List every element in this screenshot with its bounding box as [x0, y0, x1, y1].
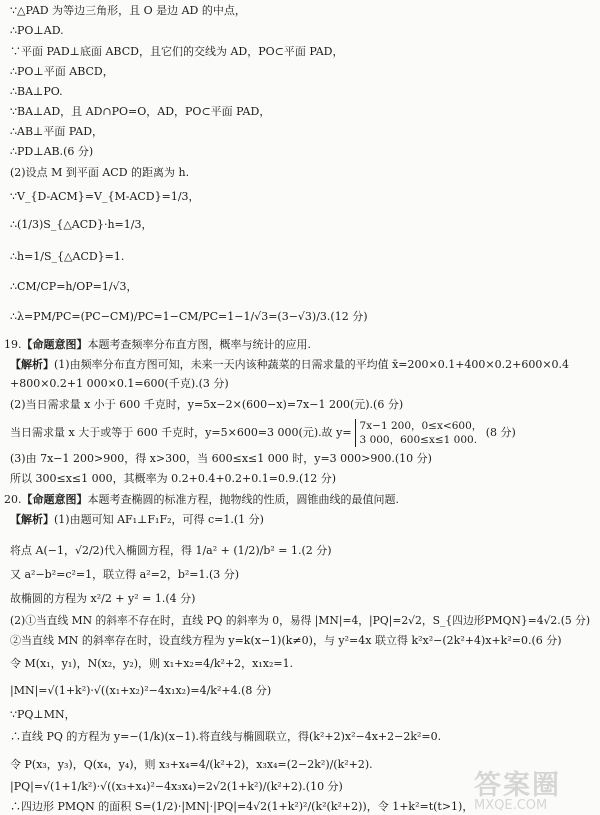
watermark-url: MXQE.COM	[474, 798, 548, 813]
q20-line-10: ∴直线 PQ 的方程为 y=−(1/k)(x−1).将直线与椭圆联立，得(k²+2)x²−4x+2−2k²=0.	[10, 730, 442, 743]
q19-line-1-text: (1)由频率分布直方图可知，未来一天内该种蔬菜的日需求量的平均值 x̄=200×0.1+400×0.2+600×0.4	[54, 358, 570, 371]
q18-line-11: ∴(1/3)S_{△ACD}·h=1/3，	[10, 218, 153, 231]
watermark-logo	[474, 763, 594, 813]
q19-piecewise	[355, 419, 483, 447]
q20-number: 20.	[4, 493, 22, 506]
q18-line-4: ∴PO⊥平面 ABCD，	[10, 65, 114, 78]
q19-line-4-score: (8 分)	[485, 426, 516, 439]
q18-line-9: (2)设点 M 到平面 ACD 的距离为 h.	[10, 166, 190, 179]
watermark-text: 答案圈	[474, 770, 561, 801]
q18-line-10: ∵V_{D-ACM}=V_{M-ACD}=1/3，	[10, 190, 200, 203]
q19-header	[4, 338, 311, 352]
q20-intent-text: 本题考查椭圆的标准方程，抛物线的性质，圆锥曲线的最值问题.	[87, 493, 399, 506]
q20-line-7: 令 M(x₁，y₁)，N(x₂，y₂)，则 x₁+x₂=4/k²+2，x₁x₂=1.	[10, 657, 294, 670]
q18-line-5: ∴BA⊥PO.	[10, 85, 63, 98]
q18-line-13: ∴CM/CP=h/OP=1/√3，	[10, 280, 138, 293]
q19-case-1: 7x−1 200，0≤x<600，	[359, 420, 483, 432]
q19-case-2: 3 000，600≤x≤1 000.	[359, 434, 478, 446]
q19-number: 19.	[4, 338, 22, 351]
q20-line-9: ∵PQ⊥MN，	[10, 708, 76, 721]
q18-line-14: ∴λ=PM/PC=(PC−CM)/PC=1−CM/PC=1−1/√3=(3−√3)/3.(12 分)	[10, 310, 368, 323]
q19-intent-tag: 【命题意图】	[21, 338, 88, 351]
q19-line-5: (3)由 7x−1 200>900，得 x>300，当 600≤x≤1 000 时，y=3 000>900.(10 分)	[10, 452, 432, 465]
q19-intent-text: 本题考查频率分布直方图，概率与统计的应用.	[87, 338, 311, 351]
q20-line-2: 将点 A(−1，√2/2)代入椭圆方程，得 1/a² + (1/2)/b² = 1.(2 分)	[10, 544, 332, 557]
q18-line-6: ∵BA⊥AD，且 AD∩PO=O，AD，PO⊂平面 PAD，	[10, 105, 271, 118]
q20-line-8: |MN|=√(1+k²)·√((x₁+x₂)²−4x₁x₂)=4/k²+4.(8 分)	[10, 684, 272, 697]
q20-line-13: ∴四边形 PMQN 的面积 S=(1/2)·|MN|·|PQ|=4√2(1+k²)²/(k²(k²+2))，令 1+k²=t(t>1)，	[10, 800, 474, 813]
q20-analysis-tag: 【解析】	[10, 513, 54, 526]
q19-line-4	[10, 418, 516, 448]
q19-line-6: 所以 300≤x≤1 000，其概率为 0.2+0.4+0.2+0.1=0.9.(12 分)	[10, 472, 337, 485]
q19-line-3: (2)当日需求量 x 小于 600 千克时，y=5x−2×(600−x)=7x−1 200(元).(6 分)	[10, 398, 404, 411]
q18-line-12: ∴h=1/S_{△ACD}=1.	[10, 250, 125, 263]
q20-header	[4, 493, 399, 507]
q20-line-11: 令 P(x₃，y₃)，Q(x₄，y₄)，则 x₃+x₄=4/(k²+2)，x₃x₄=(2−2k²)/(k²+2).	[10, 758, 373, 771]
q18-line-3: ∵平面 PAD⊥底面 ABCD，且它们的交线为 AD，PO⊂平面 PAD，	[10, 45, 344, 58]
q19-analysis-tag: 【解析】	[10, 358, 54, 371]
q18-line-7: ∴AB⊥平面 PAD，	[10, 125, 104, 138]
q19-line-1	[10, 358, 569, 372]
q20-line-1	[10, 513, 264, 527]
q18-line-8: ∴PD⊥AB.(6 分)	[10, 145, 94, 158]
q18-line-1: ∵△PAD 为等边三角形，且 O 是边 AD 的中点，	[10, 4, 246, 17]
q20-line-5: (2)①当直线 MN 的斜率不存在时，直线 PQ 的斜率为 0，易得 |MN|=4，|PQ|=2√2，S_{四边形PMQN}=4√2.(5 分)	[10, 614, 591, 627]
q20-line-3: 又 a²−b²=c²=1，联立得 a²=2，b²=1.(3 分)	[10, 568, 240, 581]
q19-line-2: +800×0.2+1 000×0.1=600(千克).(3 分)	[10, 377, 229, 390]
q20-line-4: 故椭圆的方程为 x²/2 + y² = 1.(4 分)	[10, 592, 196, 605]
q18-line-2: ∴PO⊥AD.	[10, 24, 64, 37]
q20-line-1-text: (1)由题可知 AF₁⊥F₁F₂，可得 c=1.(1 分)	[54, 513, 264, 526]
q20-line-12: |PQ|=√(1+1/k²)·√((x₃+x₄)²−4x₃x₄)=2√2(1+k²)/(k²+2).(10 分)	[10, 780, 343, 793]
q19-line-4-text: 当日需求量 x 大于或等于 600 千克时，y=5×600=3 000(元).故 y=	[10, 426, 352, 439]
q20-intent-tag: 【命题意图】	[21, 493, 88, 506]
q20-line-6: ②当直线 MN 的斜率存在时，设直线方程为 y=k(x−1)(k≠0)，与 y²=4x 联立得 k²x²−(2k²+4)x+k²=0.(6 分)	[10, 634, 562, 647]
